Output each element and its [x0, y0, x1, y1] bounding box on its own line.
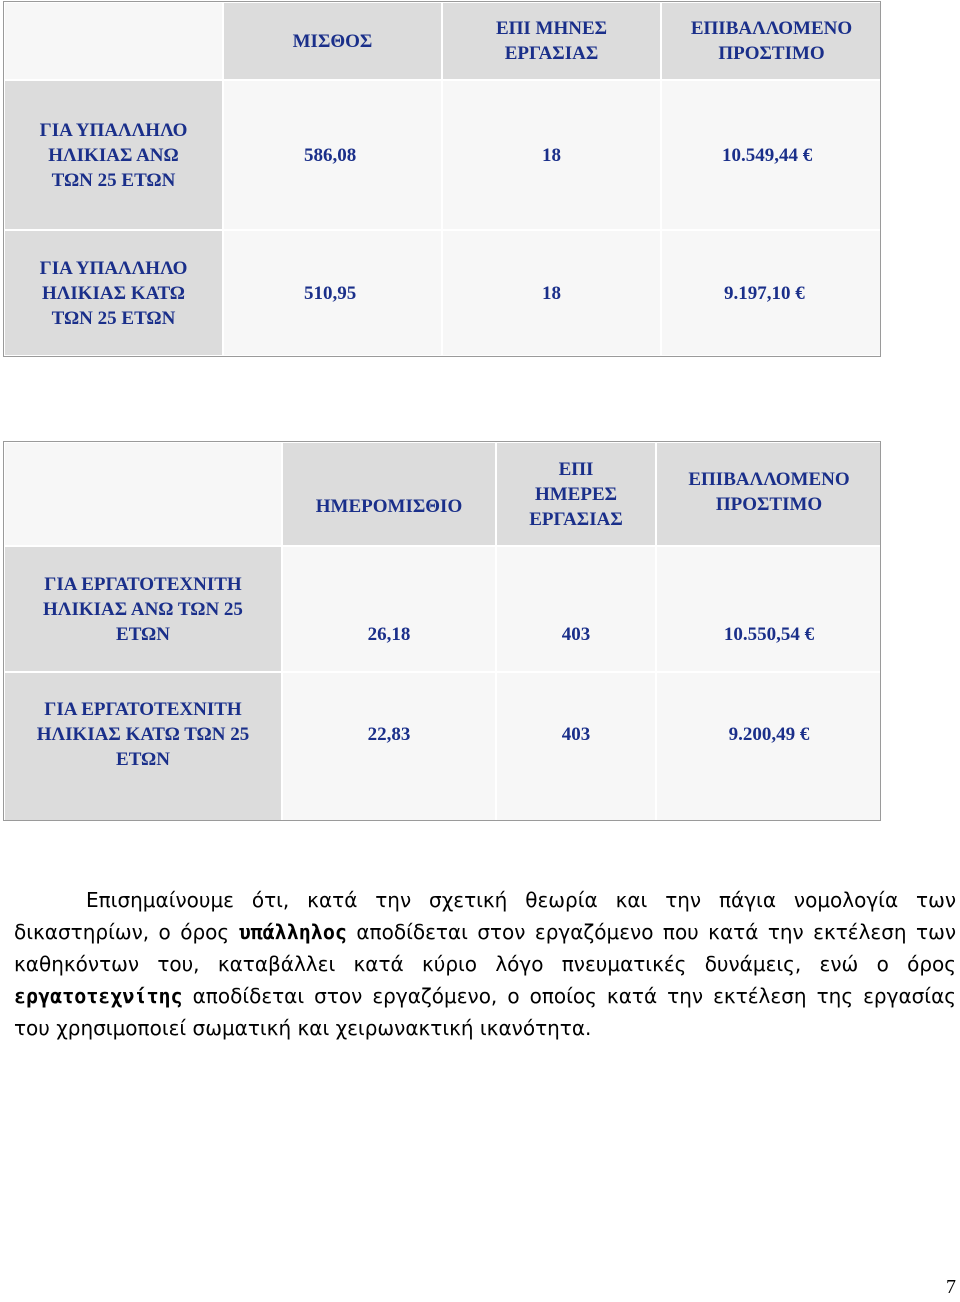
- term-employee: υπάλληλος: [238, 920, 347, 944]
- salary-cell: 22,83: [282, 672, 496, 822]
- period-cell: 18: [442, 230, 661, 356]
- row-label: ΓΙΑ ΕΡΓΑΤΟΤΕΧΝΙΤΗ ΗΛΙΚΙΑΣ ΚΑΤΩ ΤΩΝ 25 ΕΤΩΝ: [4, 672, 282, 822]
- row-label: ΓΙΑ ΕΡΓΑΤΟΤΕΧΝΙΤΗ ΗΛΙΚΙΑΣ ΑΝΩ ΤΩΝ 25 ΕΤΩΝ: [4, 546, 282, 672]
- page-number: 7: [946, 1276, 956, 1298]
- paragraph-text-part2: αποδίδεται στον εργαζόμενο που κατά την εκτέλεση των καθηκόντων του, καταβάλλει κατά κύριο λόγο πνευματικές δυνάμεις, ενώ ο όρος: [14, 920, 956, 976]
- salary-fines-table-workers: [3, 441, 883, 823]
- salary-cell: 26,18: [282, 546, 496, 672]
- fine-cell: 9.197,10 €: [661, 230, 882, 356]
- header-cell-fine: ΕΠΙΒΑΛΛΟΜΕΝΟ ΠΡΟΣΤΙΜΟ: [656, 442, 882, 546]
- table-header-row: [4, 442, 882, 546]
- period-cell: 403: [496, 672, 656, 822]
- header-cell-empty: [4, 2, 223, 80]
- fine-cell: 10.550,54 €: [656, 546, 882, 672]
- period-cell: 403: [496, 546, 656, 672]
- header-cell-empty: [4, 442, 282, 546]
- paragraph-text-part1: Επισημαίνουμε ότι, κατά την σχετική θεωρία και την πάγια νομολογία των δικαστηρίων, ο όρος: [14, 888, 956, 944]
- salary-cell: 586,08: [223, 80, 442, 230]
- table-row: [4, 672, 882, 822]
- period-cell: 18: [442, 80, 661, 230]
- row-label: ΓΙΑ ΥΠΑΛΛΗΛΟ ΗΛΙΚΙΑΣ ΚΑΤΩ ΤΩΝ 25 ΕΤΩΝ: [4, 230, 223, 356]
- header-cell-period: ΕΠΙ ΜΗΝΕΣ ΕΡΓΑΣΙΑΣ: [442, 2, 661, 80]
- table-row: [4, 230, 882, 356]
- table-header-row: [4, 2, 882, 80]
- row-label: ΓΙΑ ΥΠΑΛΛΗΛΟ ΗΛΙΚΙΑΣ ΑΝΩ ΤΩΝ 25 ΕΤΩΝ: [4, 80, 223, 230]
- term-worker: εργατοτεχνίτης: [14, 984, 183, 1008]
- header-cell-period: ΕΠΙ ΗΜΕΡΕΣ ΕΡΓΑΣΙΑΣ: [496, 442, 656, 546]
- salary-cell: 510,95: [223, 230, 442, 356]
- header-cell-fine: ΕΠΙΒΑΛΛΟΜΕΝΟ ΠΡΟΣΤΙΜΟ: [661, 2, 882, 80]
- salary-fines-table-employees: [3, 1, 883, 357]
- header-cell-daily-wage: ΗΜΕΡΟΜΙΣΘΙΟ: [282, 442, 496, 546]
- fine-cell: 9.200,49 €: [656, 672, 882, 822]
- table-row: [4, 80, 882, 230]
- fine-cell: 10.549,44 €: [661, 80, 882, 230]
- paragraph-text-part3: αποδίδεται στον εργαζόμενο, ο οποίος κατά την εκτέλεση της εργασίας του χρησιμοποιεί σωματική και χειρωνακτική ικανότητα.: [14, 984, 956, 1040]
- definition-paragraph: [14, 884, 956, 1044]
- table-row: [4, 546, 882, 672]
- header-cell-salary: ΜΙΣΘΟΣ: [223, 2, 442, 80]
